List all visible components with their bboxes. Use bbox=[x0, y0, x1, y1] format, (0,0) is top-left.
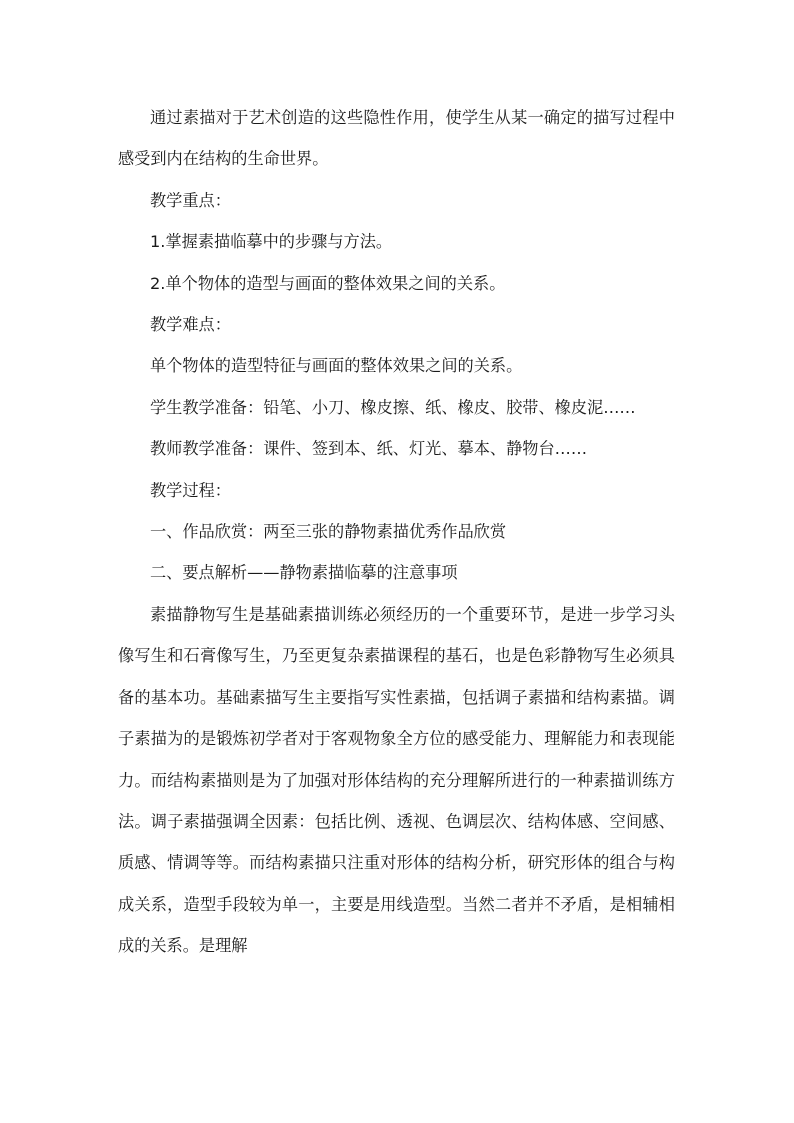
teacher-preparation: 教师教学准备：课件、签到本、纸、灯光、摹本、静物台…… bbox=[150, 439, 588, 459]
process-step-2: 二、要点解析——静物素描临摹的注意事项 bbox=[150, 563, 458, 583]
heading-teaching-process: 教学过程： bbox=[150, 480, 231, 500]
process-step-1: 一、作品欣赏：两至三张的静物素描优秀作品欣赏 bbox=[150, 522, 507, 542]
paragraph-intro: 通过素描对于艺术创造的这些隐性作用，使学生从某一确定的描写过程中感受到内在结构的生命世界。 bbox=[118, 108, 675, 169]
document-body bbox=[118, 97, 675, 967]
heading-teaching-difficulty: 教学难点： bbox=[150, 315, 231, 335]
paragraph-still-life-sketch: 素描静物写生是基础素描训练必须经历的一个重要环节，是进一步学习头像写生和石膏像写生，乃至更复杂素描课程的基石，也是色彩静物写生必须具备的基本功。基础素描写生主要指写实性素描，包括调子素描和结构素描。调子素描为的是锻炼初学者对于客观物象全方位的感受能力、理解能力和表现能力。而结构素描则是为了加强对形体结构的充分理解所进行的一种素描训练方法。调子素描强调全因素：包括比例、透视、色调层次、结构体感、空间感、质感、情调等等。而结构素描只注重对形体的结构分析，研究形体的组合与构成关系，造型手段较为单一，主要是用线造型。当然二者并不矛盾，是相辅相成的关系。是理解 bbox=[118, 604, 675, 956]
focus-item-2: 2.单个物体的造型与画面的整体效果之间的关系。 bbox=[150, 273, 506, 293]
focus-item-1: 1.掌握素描临摹中的步骤与方法。 bbox=[150, 232, 393, 252]
difficulty-text: 单个物体的造型特征与画面的整体效果之间的关系。 bbox=[150, 356, 523, 376]
heading-teaching-focus: 教学重点： bbox=[150, 190, 231, 210]
student-preparation: 学生教学准备：铅笔、小刀、橡皮擦、纸、橡皮、胶带、橡皮泥…… bbox=[150, 397, 636, 417]
